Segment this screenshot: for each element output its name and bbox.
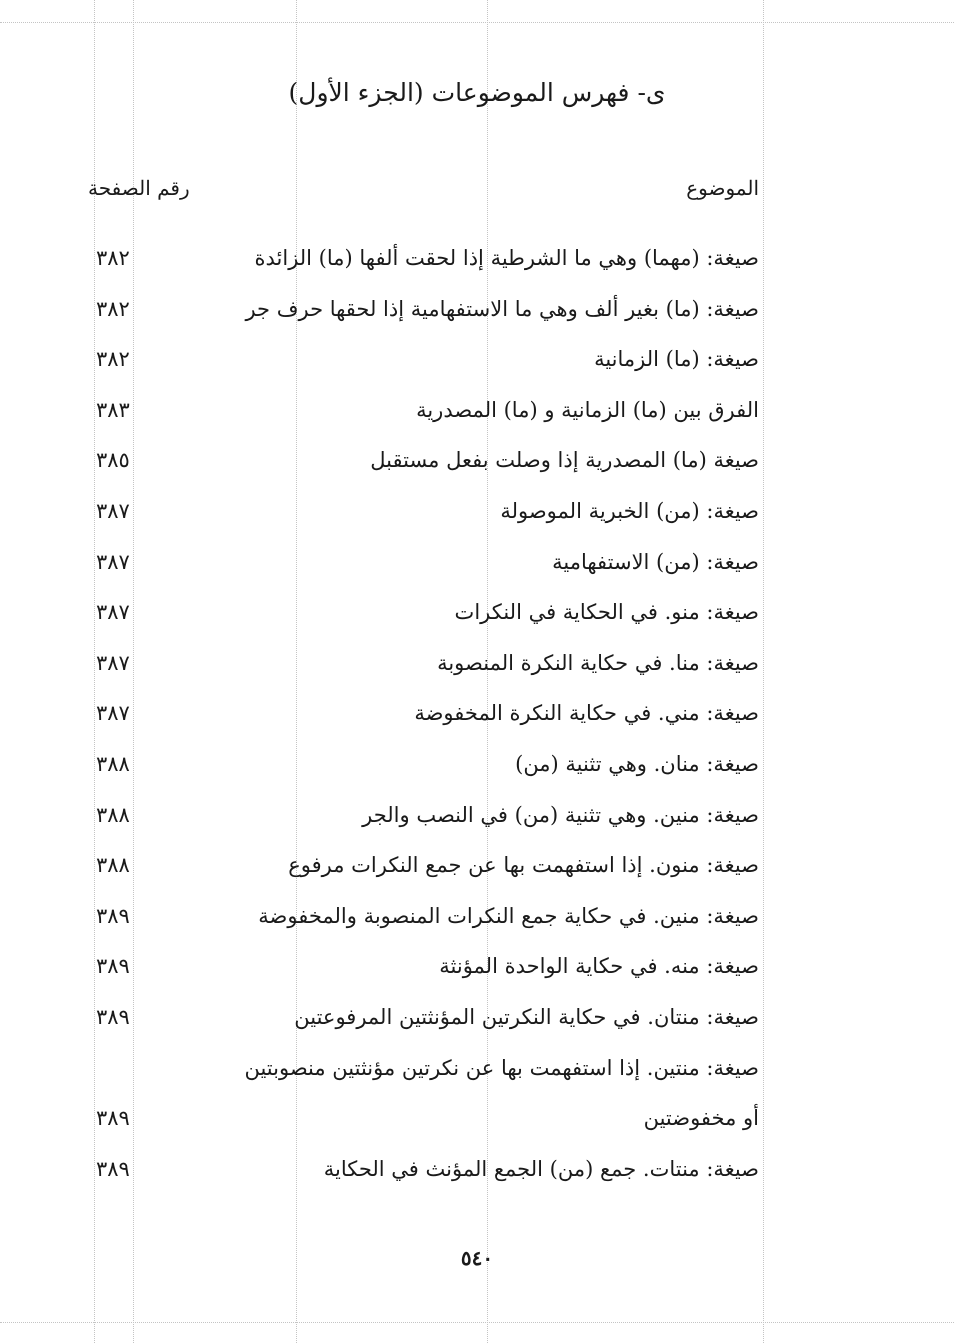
entry-topic: صيغة: مني. في حكاية النكرة المخفوضة [414,701,759,726]
topic-column-header: الموضوع [686,176,759,200]
index-entry [0,287,954,338]
entry-topic: صيغة: منون. إذا استفهمت بها عن جمع النكرات مرفوع [288,853,759,878]
guide-line [0,22,954,23]
index-entry [0,1096,954,1147]
index-entry [0,337,954,388]
index-entry [0,438,954,489]
index-entries [0,236,954,1197]
index-entry [0,691,954,742]
entry-page-number: ٣٨٩ [96,903,130,928]
entry-page-number: ٣٨٥ [96,448,130,473]
index-entry [0,1046,954,1097]
entry-topic: صيغة: منين. وهي تثنية (من) في النصب والجر [362,802,759,827]
entry-topic: الفرق بين (ما) الزمانية و (ما) المصدرية [416,397,759,422]
entry-topic: صيغة: (ما) الزمانية [594,347,759,372]
entry-topic: صيغة: منتات. جمع (من) الجمع المؤنث في الحكاية [323,1156,759,1181]
entry-topic: صيغة: (مهما) وهي ما الشرطية إذا لحقت ألفها (ما) الزائدة [254,246,759,270]
guide-line [0,1322,954,1323]
page-number-column-header: رقم الصفحة [88,176,190,200]
entry-topic: صيغة: منو. في الحكاية في النكرات [454,600,759,625]
entry-topic: صيغة: (من) الاستفهامية [552,549,759,574]
entry-page-number: ٣٨٣ [96,397,130,422]
entry-page-number: ٣٨٧ [96,701,130,726]
entry-page-number: ٣٨٢ [96,246,130,270]
index-entry [0,489,954,540]
entry-page-number: ٣٨٧ [96,498,130,523]
entry-topic: صيغة: منتين. إذا استفهمت بها عن نكرتين مؤنثتين منصوبتين [244,1055,759,1080]
index-entry [0,995,954,1046]
index-entry [0,742,954,793]
index-entry [0,843,954,894]
entry-page-number: ٣٨٩ [96,1156,130,1181]
entry-page-number: ٣٨٩ [96,1106,130,1131]
page-folio-number: ٥٤٠ [460,1246,494,1270]
index-entry [0,793,954,844]
entry-topic: صيغة: (من) الخبرية الموصولة [500,498,759,523]
entry-page-number: ٣٨٢ [96,347,130,372]
entry-topic: أو مخفوضتين [643,1106,759,1131]
entry-page-number: ٣٨٧ [96,650,130,675]
entry-topic: صيغة: منين. في حكاية جمع النكرات المنصوبة والمخفوضة [258,903,759,928]
index-entry [0,641,954,692]
index-entry [0,388,954,439]
entry-topic: صيغة: منان. وهي تثنية (من) [515,751,759,776]
entry-topic: صيغة: (ما) بغير ألف وهي ما الاستفهامية إذا لحقها حرف جر [245,296,759,321]
index-entry [0,894,954,945]
entry-page-number: ٣٨٧ [96,549,130,574]
page-title: ى- فهرس الموضوعات (الجزء الأول) [288,78,666,107]
index-entry [0,540,954,591]
entry-page-number: ٣٨٩ [96,954,130,979]
entry-topic: صيغة: منتان. في حكاية النكرتين المؤنثتين المرفوعتين [294,1004,759,1029]
entry-topic: صيغة: منه. في حكاية الواحدة المؤنثة [439,954,759,979]
entry-page-number: ٣٨٩ [96,1004,130,1029]
entry-page-number: ٣٨٧ [96,600,130,625]
index-entry [0,1147,954,1198]
index-entry [0,590,954,641]
entry-page-number: ٣٨٨ [96,751,130,776]
index-entry [0,944,954,995]
entry-topic: صيغة: منا. في حكاية النكرة المنصوبة [437,650,759,675]
entry-page-number: ٣٨٨ [96,853,130,878]
entry-topic: صيغة (ما) المصدرية إذا وصلت بفعل مستقبل [370,448,759,473]
index-entry [0,236,954,287]
entry-page-number: ٣٨٢ [96,296,130,321]
entry-page-number: ٣٨٨ [96,802,130,827]
